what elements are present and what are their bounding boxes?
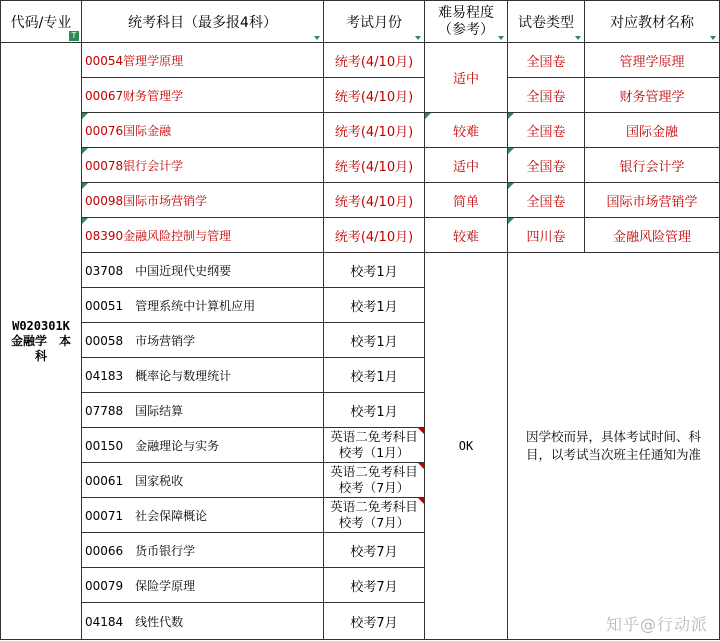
header-exam-month[interactable] xyxy=(324,1,425,43)
difficulty-cell: 简单 xyxy=(425,183,508,218)
subject-cell: 07788 国际结算 xyxy=(82,393,324,428)
paper-text: 全国卷 xyxy=(526,159,566,175)
comment-marker-icon xyxy=(425,113,431,119)
comment-marker-icon xyxy=(418,463,424,469)
header-paper-type[interactable] xyxy=(508,1,585,43)
comment-marker-icon xyxy=(82,148,88,154)
comment-marker-icon xyxy=(418,428,424,434)
dropdown-arrow-icon[interactable] xyxy=(415,36,421,40)
month-line2: 校考（7月） xyxy=(338,515,410,530)
month-cell: 校考7月 xyxy=(324,603,425,640)
month-cell: 统考(4/10月) xyxy=(324,78,425,113)
subject-cell xyxy=(82,218,324,253)
difficulty-text: 较难 xyxy=(452,124,479,140)
header-difficulty[interactable] xyxy=(425,1,508,43)
table-row xyxy=(1,78,720,113)
header-exam-month-label: 考试月份 xyxy=(346,14,402,31)
dropdown-arrow-icon[interactable] xyxy=(710,36,716,40)
month-cell: 校考7月 xyxy=(324,533,425,568)
dropdown-arrow-icon[interactable] xyxy=(314,36,320,40)
month-cell: 校考1月 xyxy=(324,253,425,288)
subject-cell: 00079 保险学原理 xyxy=(82,568,324,603)
comment-marker-icon xyxy=(508,148,514,154)
paper-text: 四川卷 xyxy=(526,229,566,245)
difficulty-cell: OK xyxy=(425,253,508,640)
table-row xyxy=(1,43,720,78)
header-paper-type-label: 试卷类型 xyxy=(518,14,574,31)
dropdown-arrow-icon[interactable] xyxy=(575,36,581,40)
month-cell: 统考(4/10月) xyxy=(324,183,425,218)
subject-cell xyxy=(82,183,324,218)
month-cell: 统考(4/10月) xyxy=(324,218,425,253)
subject-cell: 00067财务管理学 xyxy=(82,78,324,113)
paper-text: 全国卷 xyxy=(526,124,566,140)
textbook-cell: 管理学原理 xyxy=(585,43,720,78)
header-textbook[interactable] xyxy=(585,1,720,43)
subject-cell: 00071 社会保障概论 xyxy=(82,498,324,533)
month-cell: 校考7月 xyxy=(324,568,425,603)
textbook-cell: 银行会计学 xyxy=(585,148,720,183)
comment-marker-icon xyxy=(508,113,514,119)
major-name: 金融学 本 xyxy=(10,333,71,348)
subject-text: 00076国际金融 xyxy=(85,123,172,138)
major-name-cont: 科 xyxy=(34,348,47,363)
subject-cell: 00054管理学原理 xyxy=(82,43,324,78)
table-row xyxy=(1,253,720,288)
textbook-cell: 金融风险管理 xyxy=(585,218,720,253)
textbook-cell: 国际市场营销学 xyxy=(585,183,720,218)
subject-cell: 00051 管理系统中计算机应用 xyxy=(82,288,324,323)
difficulty-cell: 适中 xyxy=(425,148,508,183)
comment-marker-icon xyxy=(508,183,514,189)
subject-cell: 00058 市场营销学 xyxy=(82,323,324,358)
month-cell xyxy=(324,463,425,498)
dropdown-arrow-icon[interactable] xyxy=(498,36,504,40)
paper-type-cell xyxy=(508,113,585,148)
comment-marker-icon xyxy=(418,498,424,504)
month-cell: 统考(4/10月) xyxy=(324,113,425,148)
textbook-cell: 财务管理学 xyxy=(585,78,720,113)
header-difficulty-line1: 难易程度 xyxy=(438,4,494,21)
major-cell xyxy=(1,43,82,640)
subject-text: 00078银行会计学 xyxy=(85,158,184,173)
difficulty-cell: 较难 xyxy=(425,218,508,253)
month-cell xyxy=(324,428,425,463)
paper-type-cell: 全国卷 xyxy=(508,78,585,113)
comment-marker-icon xyxy=(508,218,514,224)
comment-marker-icon xyxy=(82,183,88,189)
table-row xyxy=(1,218,720,253)
textbook-cell: 国际金融 xyxy=(585,113,720,148)
subject-cell: 00150 金融理论与实务 xyxy=(82,428,324,463)
subject-text: 08390金融风险控制与管理 xyxy=(85,228,232,243)
major-code: W020301K xyxy=(12,318,70,333)
paper-type-cell xyxy=(508,148,585,183)
header-subjects-label: 统考科目（最多报4科） xyxy=(128,14,277,31)
month-line2: 校考（7月） xyxy=(338,480,410,495)
watermark: 知乎@行动派 xyxy=(605,615,708,634)
school-note-cell: 因学校而异，具体考试时间、科目，以考试当次班主任通知为准 xyxy=(508,253,720,640)
month-line1: 英语二免考科目 xyxy=(330,464,418,479)
subject-cell: 04183 概率论与数理统计 xyxy=(82,358,324,393)
subject-cell: 04184 线性代数 xyxy=(82,603,324,640)
header-textbook-label: 对应教材名称 xyxy=(610,14,694,31)
table-row xyxy=(1,183,720,218)
comment-marker-icon xyxy=(82,218,88,224)
difficulty-cell xyxy=(425,113,508,148)
month-cell: 校考1月 xyxy=(324,358,425,393)
subject-text: 00098国际市场营销学 xyxy=(85,193,208,208)
table-row xyxy=(1,148,720,183)
header-subjects[interactable] xyxy=(82,1,324,43)
subject-cell xyxy=(82,113,324,148)
filter-icon[interactable]: T xyxy=(69,31,79,41)
month-cell: 校考1月 xyxy=(324,323,425,358)
month-cell: 校考1月 xyxy=(324,393,425,428)
month-line1: 英语二免考科目 xyxy=(330,429,418,444)
paper-type-cell: 全国卷 xyxy=(508,43,585,78)
difficulty-cell: 适中 xyxy=(425,43,508,113)
header-row xyxy=(1,1,720,43)
paper-text: 全国卷 xyxy=(526,194,566,210)
header-code-major[interactable] xyxy=(1,1,82,43)
month-line1: 英语二免考科目 xyxy=(330,499,418,514)
comment-marker-icon xyxy=(82,113,88,119)
subject-cell: 00066 货币银行学 xyxy=(82,533,324,568)
paper-type-cell xyxy=(508,218,585,253)
header-difficulty-line2: （参考） xyxy=(438,21,494,38)
table-row xyxy=(1,113,720,148)
subject-cell: 03708 中国近现代史纲要 xyxy=(82,253,324,288)
month-cell: 统考(4/10月) xyxy=(324,148,425,183)
month-cell: 统考(4/10月) xyxy=(324,43,425,78)
subject-cell: 00061 国家税收 xyxy=(82,463,324,498)
paper-type-cell xyxy=(508,183,585,218)
header-code-major-label: 代码/专业 xyxy=(10,14,72,31)
subject-cell xyxy=(82,148,324,183)
month-cell xyxy=(324,498,425,533)
month-cell: 校考1月 xyxy=(324,288,425,323)
month-line2: 校考（1月） xyxy=(338,445,410,460)
